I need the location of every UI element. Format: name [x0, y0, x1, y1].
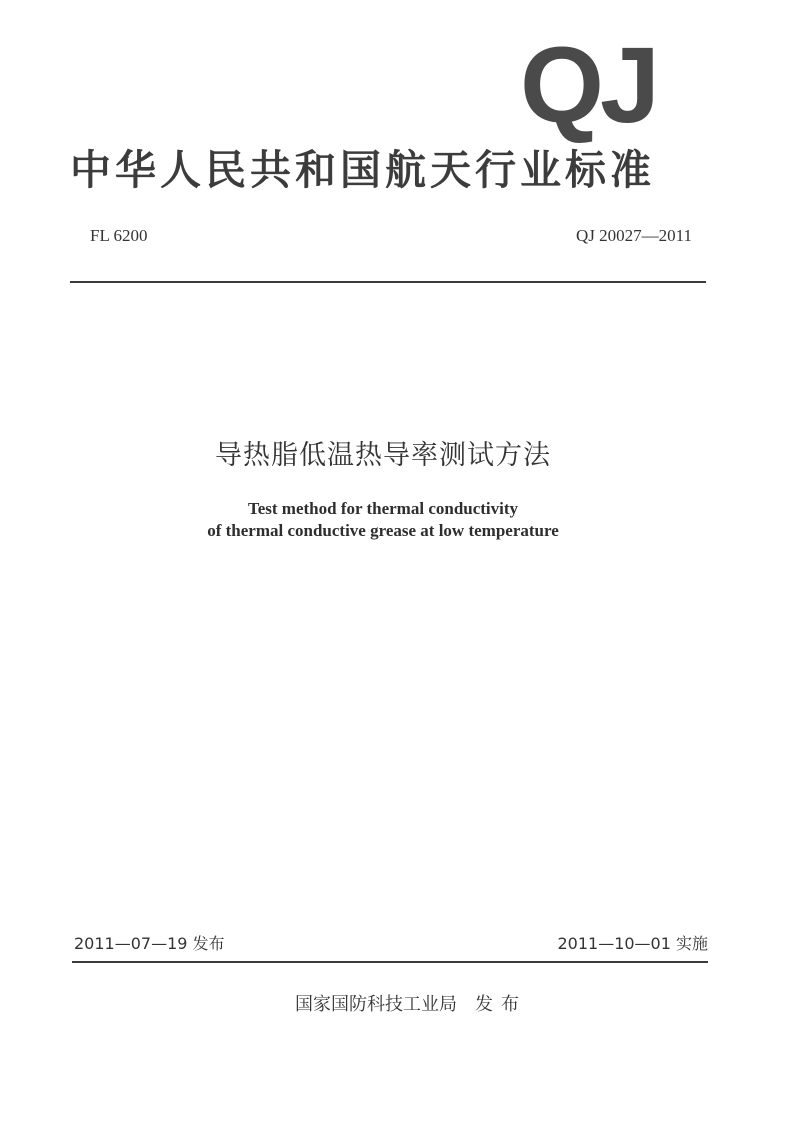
- effective-date: 2011—10—01 实施: [557, 934, 708, 953]
- issue-date: 2011—07—19 发布: [74, 934, 225, 953]
- classification-code: FL 6200: [90, 226, 148, 245]
- document-title-english: [0, 498, 766, 542]
- english-title-line-1: Test method for thermal conductivity: [247, 499, 519, 518]
- top-divider: [70, 281, 706, 283]
- issuer-organization: 国家国防科技工业局: [295, 994, 457, 1015]
- qj-logo: QJ: [520, 24, 657, 145]
- bottom-divider: [72, 961, 708, 963]
- standard-number: QJ 20027—2011: [575, 226, 692, 245]
- issuing-authority: [0, 992, 800, 1018]
- document-title-chinese: 导热脂低温热导率测试方法: [215, 440, 551, 471]
- english-title-line-2: of thermal conductive grease at low temperature: [207, 521, 559, 540]
- standard-type-heading: 中华人民共和国航天行业标准: [70, 146, 655, 194]
- issuer-action: 发布: [475, 994, 527, 1015]
